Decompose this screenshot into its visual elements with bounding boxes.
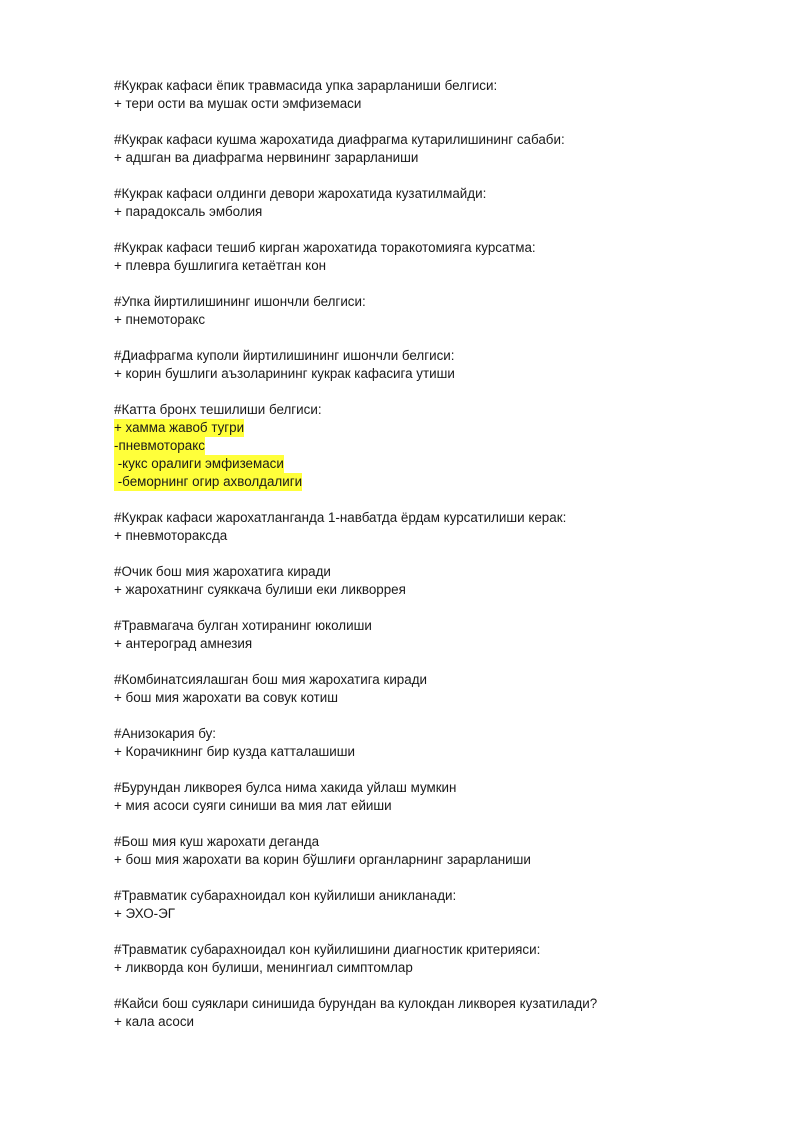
highlighted-answer-text: + хамма жавоб тугри [114,420,245,435]
answer-line: + ЭХО-ЭГ [114,906,175,921]
answer-line: + жарохатнинг суяккача булиши еки ликворрея [114,582,406,597]
answer-line [114,473,754,491]
question-text: #Бош мия куш жарохати деганда [114,834,320,849]
question-block [114,995,754,1031]
answer-line: + пневмотораксда [114,528,228,543]
question-text: #Диафрагма куполи йиртилишининг ишончли белгиси: [114,348,455,363]
question-text: #Травмагача булган хотиранинг юколиши [114,618,372,633]
answer-line: + антероград амнезия [114,636,253,651]
question-text: #Очик бош мия жарохатига киради [114,564,331,579]
answer-line: + корин бушлиги аъзоларининг кукрак кафасига утиши [114,366,455,381]
answer-line: + бош мия жарохати ва корин бўшлиғи органларнинг зарарланиши [114,852,531,867]
answer-line [114,419,754,437]
question-block [114,293,754,329]
answer-line: + адшган ва диафрагма нервининг зарарланиши [114,150,419,165]
question-block [114,725,754,761]
question-text: #Кукрак кафаси олдинги девори жарохатида кузатилмайди: [114,186,487,201]
answer-line: + бош мия жарохати ва совук котиш [114,690,338,705]
question-text: #Катта бронх тешилиши белгиси: [114,402,322,417]
answer-line: + плевра бушлигига кетаётган кон [114,258,327,273]
question-text: #Кайси бош суяклари синишида бурундан ва кулокдан ликворея кузатилади? [114,996,598,1011]
question-text: #Кукрак кафаси жарохатланганда 1-навбатда ёрдам курсатилиши керак: [114,510,567,525]
question-text: #Кукрак кафаси кушма жарохатида диафрагма кутарилишининг сабаби: [114,132,565,147]
answer-line [114,437,754,455]
highlighted-answer-text: -пневмоторакс [114,438,205,453]
answer-line: + тери ости ва мушак ости эмфиземаси [114,96,362,111]
question-block [114,509,754,545]
question-block [114,77,754,113]
question-text: #Упка йиртилишининг ишончли белгиси: [114,294,366,309]
question-block [114,347,754,383]
highlighted-answer-text: -кукс оралиги эмфиземаси [114,456,284,471]
question-block [114,941,754,977]
question-block [114,779,754,815]
document-content [114,77,754,1049]
answer-line: + мия асоси суяги синиши ва мия лат ейиши [114,798,392,813]
question-block [114,671,754,707]
question-block [114,239,754,275]
question-block [114,185,754,221]
question-text: #Бурундан ликворея булса нима хакида уйлаш мумкин [114,780,457,795]
question-block [114,833,754,869]
question-block [114,131,754,167]
question-text: #Кукрак кафаси ёпик травмасида упка зарарланиши белгиси: [114,78,498,93]
question-block [114,401,754,491]
question-text: #Кукрак кафаси тешиб кирган жарохатида торакотомияга курсатма: [114,240,536,255]
answer-line [114,455,754,473]
question-text: #Комбинатсиялашган бош мия жарохатига киради [114,672,427,687]
question-text: #Травматик субарахноидал кон куйилиши аникланади: [114,888,457,903]
answer-line: + ликворда кон булиши, менингиал симптомлар [114,960,413,975]
question-text: #Анизокария бу: [114,726,216,741]
answer-line: + пнемоторакс [114,312,206,327]
question-block [114,563,754,599]
highlighted-answer-text: -беморнинг огир ахволдалиги [114,474,303,489]
question-block [114,887,754,923]
answer-line: + кала асоси [114,1014,195,1029]
question-text: #Травматик субарахноидал кон куйилишини диагностик критерияси: [114,942,541,957]
question-block [114,617,754,653]
answer-line: + Корачикнинг бир кузда катталашиши [114,744,355,759]
answer-line: + парадоксаль эмболия [114,204,263,219]
